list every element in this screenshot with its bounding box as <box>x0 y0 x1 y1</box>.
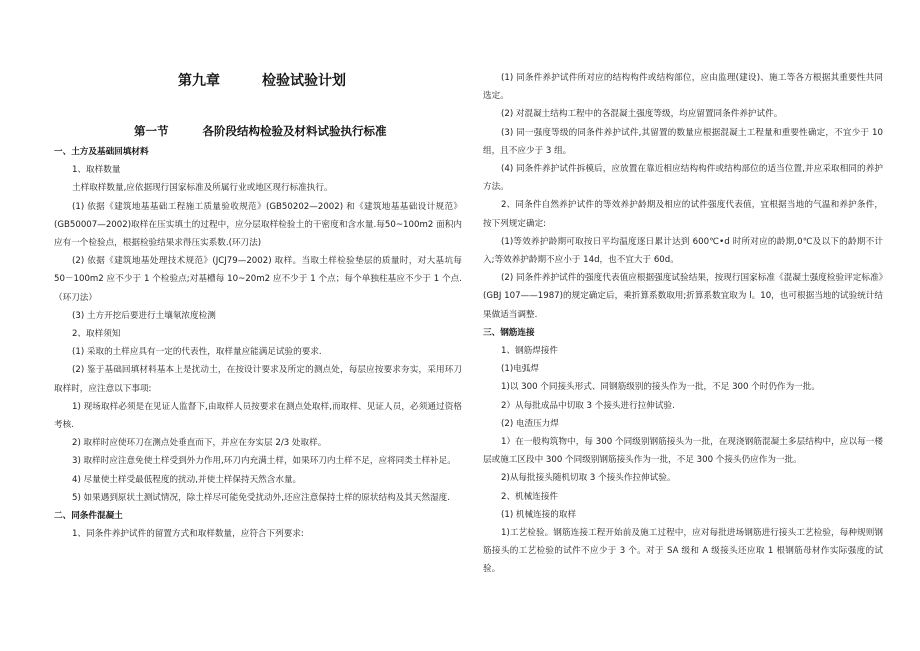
chapter-number: 第九章 <box>178 73 220 89</box>
paragraph: 1）在一般构筑物中，每 300 个同级别钢筋接头为一批，在现浇钢筋混凝土多层结构中，应以每一楼层或施工区段中 300 个同级别钢筋接头作为一批，不足 300 个接头仍应作为一批。 <box>483 437 883 466</box>
right-text-body <box>483 69 883 579</box>
paragraph: 1、同条件养护试件的留置方式和取样数量，应符合下列要求: <box>72 529 304 540</box>
paragraph: (4) 同条件养护试件拆模后，应放置在靠近相应结构构件或结构部位的适当位置,并应采取相同的养护方法。 <box>483 164 883 193</box>
paragraph: 4) 尽量使土样受最低程度的扰动,并使土样保持天然含水量。 <box>72 474 302 485</box>
section-heading: 一、土方及基础回填材料 <box>54 147 149 157</box>
paragraph: (3) 同一强度等级的同条件养护试件,其留置的数量应根据混凝土工程量和重要性确定，不宜少于 10 组，且不应少于 3 组。 <box>483 127 883 156</box>
paragraph: 1)以 300 个同接头形式、同钢筋级别的接头作为一批，不足 300 个时仍作为一批。 <box>501 382 820 393</box>
paragraph: 3) 取样时应注意免使土样受到外力作用,环刀内充满土样，如果环刀内土样不足，应将同类土样补足。 <box>72 456 456 467</box>
section-name: 各阶段结构检验及材料试验执行标准 <box>202 124 387 138</box>
paragraph: 1、取样数量 <box>72 165 121 176</box>
paragraph: 1)工艺检验。钢筋连接工程开始前及施工过程中，应对每批进场钢筋进行接头工艺检验，每种规则钢筋接头的工艺检验的试件不应少于 3 个。对于 SA 级和 A 级接头还应取 1 根钢筋母材作实际强度的试验。 <box>483 528 883 575</box>
paragraph: 2)从每批接头随机切取 3 个接头作拉伸试验。 <box>501 473 676 484</box>
paragraph: (2) 对混凝土结构工程中的各混凝土强度等级，均应留置同条件养护试件。 <box>501 109 783 120</box>
paragraph: (1) 机械连接的取样 <box>501 509 577 520</box>
paragraph: (2) 鉴于基础回填材料基本上是扰动土，在按设计要求及所定的测点处，每层应按要求夯实，采用环刀取样时，应注意以下事项: <box>54 365 462 394</box>
paragraph: 2) 取样时应使环刀在测点处垂直而下，并应在夯实层 2/3 处取样。 <box>72 438 327 449</box>
left-text-body <box>54 143 462 543</box>
paragraph: (2) 电渣压力焊 <box>501 418 559 429</box>
paragraph: (1)电弧焊 <box>501 364 539 375</box>
chapter-name: 检验试验计划 <box>262 73 346 89</box>
section-title <box>134 123 387 139</box>
paragraph: (1)等效养护龄期可取按日平均温度逐日累计达到 600℃•d 时所对应的龄期,0℃及以下的龄期不计入;等效养护龄期不应小于 14d，也不宜大于 60d。 <box>483 236 883 266</box>
paragraph: 土样取样数量,应依据现行国家标准及所属行业或地区现行标准执行。 <box>72 183 333 194</box>
paragraph: 2、机械连接件 <box>501 491 559 502</box>
paragraph: (1) 依据《建筑地基基础工程施工质量验收规范》(GB50202—2002) 和《建筑地基基础设计规范》(GB50007—2002)取样在压实填土的过程中，应分层取样检验土的干密度和含水量.每50~100m2 面积内应有一个检验点，根据检验结果求得压实系数.(环刀法) <box>54 201 462 249</box>
paragraph: (2) 同条件养护试件的强度代表值应根据强度试验结果，按现行国家标准《混凝土强度检验评定标准》(GBJ 107——1987)的规定确定后，乘折算系数取用;折算系数宜取为 l。10，也可根据当地的试验统计结果做适当调整. <box>483 273 883 320</box>
paragraph: 5) 如果遇到原状土测试情况，除土样尽可能免受扰动外,还应注意保持土样的原状结构及其天然湿度. <box>72 492 450 503</box>
section-number: 第一节 <box>134 124 169 138</box>
paragraph: 2、同条件自然养护试件的等效养护龄期及相应的试件强度代表值，宜根据当地的气温和养护条件，按下列规定确定: <box>483 200 883 229</box>
paragraph: 2）从每批成品中切取 3 个接头进行拉伸试验. <box>501 400 675 411</box>
paragraph: (1) 同条件养护试件所对应的结构构件或结构部位，应由监理(建设)、施工等各方根据其重要性共同选定。 <box>483 73 883 102</box>
section-heading: 三、钢筋连接 <box>483 327 535 338</box>
paragraph: (2) 依据《建筑地基处理技术规范》(JCJ79—2002) 取样。当取土样检验垫层的质量时，对大基坑每 50－100m2 应不少于 1 个检验点;对基槽每 10~20m2 应不少于 1 个点；每个单独柱基应不少于 1 个点.（环刀法） <box>54 256 462 303</box>
paragraph: (3) 土方开挖后要进行土壤氡浓度检测 <box>72 310 216 321</box>
section-heading: 二、同条件混凝土 <box>54 511 123 522</box>
paragraph: 2、取样须知 <box>72 329 121 340</box>
paragraph: 1) 现场取样必须是在见证人监督下,由取样人员按要求在测点处取样,而取样、见证人员，必须通过资格考核. <box>54 401 462 431</box>
paragraph: (1) 采取的土样应具有一定的代表性，取样量应能满足试验的要求. <box>72 347 322 358</box>
chapter-title <box>178 70 346 90</box>
paragraph: 1、钢筋焊接件 <box>501 346 559 357</box>
